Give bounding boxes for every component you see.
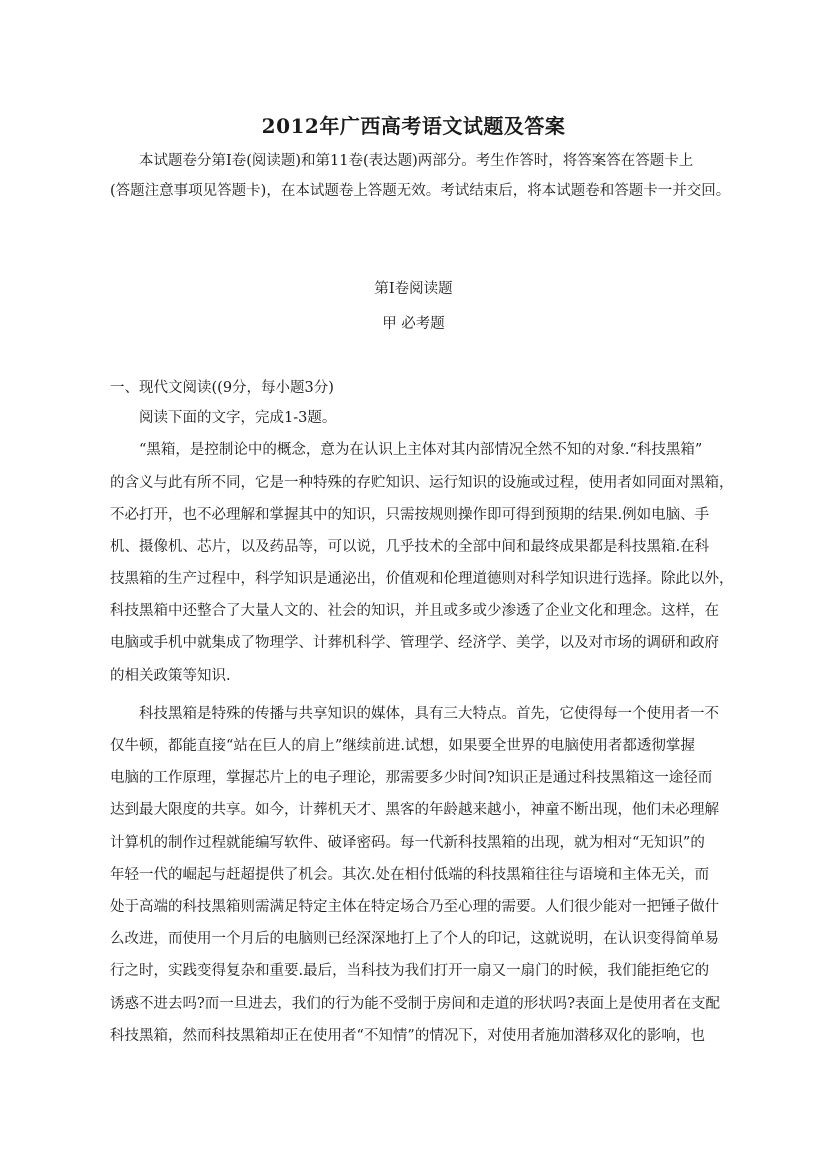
paragraph-line: 计算机的制作过程就能编写软件、破译密码。每一代新科技黑箱的出现，就为相对“无知识”的 [110, 835, 705, 851]
paragraph-line: 科技黑箱中还整合了大量人文的、社会的知识，并且或多或少渗透了企业文化和理念。这样，在 [110, 603, 719, 619]
subsection-title: 甲 必考题 [382, 316, 445, 332]
paragraph-line: 不必打开，也不必理解和掌握其中的知识，只需按规则操作即可得到预期的结果.例如电脑、手 [110, 507, 710, 523]
paragraph-line: 的相关政策等知识. [110, 668, 231, 684]
section-title: 第Ⅰ卷阅读题 [374, 281, 453, 297]
reading-prompt: 阅读下面的文字，完成1-3题。 [139, 410, 337, 426]
paragraph-line: 电脑的工作原理，掌握芯片上的电子理论，那需要多少时间?知识正是通过科技黑箱这一途径而 [110, 770, 713, 786]
instructions-line-2: (答题注意事项见答题卡)，在本试题卷上答题无效。考试结束后，将本试题卷和答题卡一并交回。 [110, 183, 731, 199]
question-heading: 一、现代文阅读((9分，每小题3分) [110, 380, 334, 396]
document-title: 2012年广西高考语文试题及答案 [261, 114, 566, 138]
paragraph-line: 年轻一代的崛起与赶超提供了机会。其次.处在相付低端的科技黑箱往往与语境和主体无关，而 [110, 867, 710, 883]
paragraph-line: 科技黑箱，然而科技黑箱却正在使用者“不知情”的情况下，对使用者施加潜移双化的影响，也 [110, 1028, 705, 1044]
paragraph-line: 的含义与此有所不同，它是一种特殊的存贮知识、运行知识的设施或过程，使用者如同面对黑箱， [110, 475, 734, 491]
paragraph-line: 行之时，实践变得复杂和重要.最后，当科技为我们打开一扇又一扇门的时候，我们能拒绝它的 [110, 963, 710, 979]
paragraph-line: “黑箱，是控制论中的概念，意为在认识上主体对其内部情况全然不知的对象.“科技黑箱” [139, 442, 703, 458]
paragraph-line: 达到最大限度的共享。如今，计葬机天才、黑客的年龄越来越小，神童不断出现，他们未必理解 [110, 802, 719, 818]
paragraph-line: 电脑或手机中就集成了物理学、计葬机科学、管理学、经济学、美学，以及对市场的调研和政府 [110, 635, 719, 651]
paragraph-line: 仅牛顿，都能直接“站在巨人的肩上”继续前进.试想，如果要全世界的电脑使用者都透彻掌握 [110, 738, 695, 754]
paragraph-line: 处于高端的科技黑箱则需满足特定主体在特定场合乃至心理的需要。人们很少能对一把锤子做什 [110, 899, 719, 915]
paragraph-line: 诱惑不进去吗?而一旦进去，我们的行为能不受制于房间和走道的形状吗?表面上是使用者在支配 [110, 996, 721, 1012]
instructions-line-1: 本试题卷分第Ⅰ卷(阅读题)和第11卷(表达题)两部分。考生作答时，将答案答在答题卡上 [139, 153, 694, 169]
paragraph-line: 么改进，而使用一个月后的电脑则已经深深地打上了个人的印记，这就说明，在认识变得简单易 [110, 931, 719, 947]
paragraph-line: 机、摄像机、芯片，以及药品等，可以说，几乎技术的全部中间和最终成果都是科技黑箱.在科 [110, 539, 710, 555]
paragraph-line: 科技黑箱是特殊的传播与共享知识的媒体，具有三大特点。首先，它使得每一个使用者一不 [139, 706, 719, 722]
paragraph-line: 技黑箱的生产过程中，科学知识是通泌出，价值观和伦理道德则对科学知识进行选择。除此以外， [110, 571, 734, 587]
